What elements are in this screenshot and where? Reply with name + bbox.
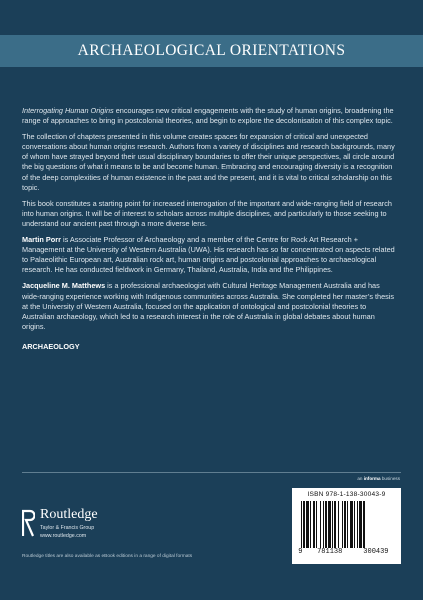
barcode-digits-right: 300439 [363,548,389,556]
informa-brand: informa [363,476,381,481]
isbn-label: ISBN 978-1-138-30043-9 [307,491,386,498]
barcode-stripe [357,501,358,553]
paragraph-audience: This book constitutes a starting point for increased interrogation of the important and wide-ranging field of research into human origins. It will be of interest to scholars across multiple disciplines, and particularly to those seeking to understand our ancient past through a more diverse lens. [22,198,392,228]
barcode-stripe [320,501,321,553]
author-name-porr: Martin Porr [22,235,61,245]
barcode-stripe [354,501,355,553]
barcode-stripe [350,501,353,553]
barcode-bars [301,501,393,553]
barcode-stripe [325,501,327,553]
informa-business-tag [357,476,400,481]
author-bio-porr-text: is Associate Professor of Archaeology and a member of the Centre for Rock Art Research + Management at the University of Western Australia (UWA). His research has so far concentrated on aspects related to Palaeolithic European art, Australian rock art, human origins and postcolonial approaches to archaeological research. He has conducted fieldwork in Germany, Thailand, Australia, India and the Philippines. [22,235,395,275]
paragraph-intro-text: encourages new critical engagements with the study of human origins, broadening the range of approaches to bring in postcolonial theories, and begin to explore the decolonisation of this complex topic. [22,106,394,126]
author-bio-porr [22,235,399,275]
barcode-stripe [328,501,331,553]
author-name-matthews: Jacqueline M. Matthews [22,281,106,291]
barcode-stripe [332,501,333,553]
barcode-stripe [334,501,336,553]
barcode-stripe [313,501,315,553]
paragraph-collection: The collection of chapters presented in this volume creates spaces for expansion of critical and unexpected conversations about human origins research. Authors from a variety of disciplines and research backgrounds, many of whom have strayed beyond their usual disciplinary boundaries to offer their unique perspectives, all circle around the big questions of what it means to be and become human. Embracing and encouraging diversity is a recognition of the deep complexities of human existence in the past and the present, and it is vital to critical scholarship on this topic. [22,132,395,192]
series-title: ARCHAEOLOGICAL ORIENTATIONS [77,42,346,59]
ebook-note: Routledge titles are also available as eBook editions in a range of digital formats [22,554,193,559]
author-bio-matthews [22,281,399,331]
publisher-group: Taylor & Francis Group [40,525,95,531]
author-bio-matthews-text: is a professional archaeologist with Cultural Heritage Management Australia and has wide-ranging experience working with Indigenous communities across Australia. She completed her master’s thesis at the University of Western Australia, focused on the application of ontological and postcolonial theories to Australian archaeology, which led to a research interest in the role of Australia in global debates about human origins. [22,281,395,331]
barcode-stripe [338,501,339,553]
publisher-logo [22,506,132,546]
subject-category: ARCHAEOLOGY [22,341,80,351]
series-banner [0,35,423,67]
barcode-stripe [316,501,317,553]
informa-prefix: an [357,476,364,481]
publisher-url: www.routledge.com [40,533,87,539]
divider-line [22,472,401,473]
barcode-digit-lead: 9 [298,548,303,556]
barcode-stripe [344,501,346,553]
barcode-stripe [306,501,309,553]
barcode-stripe [342,501,343,553]
barcode-stripe [359,501,362,553]
barcode-stripe [363,501,365,553]
blurb-text [22,106,399,352]
barcode-digits [294,548,399,556]
barcode-stripe [323,501,324,553]
barcode-stripe [301,501,302,553]
barcode-stripe [347,501,348,553]
barcode-digits-left: 781138 [317,548,343,556]
barcode-stripe [310,501,311,553]
book-title: Interrogating Human Origins [22,106,114,115]
barcode-stripe [303,501,305,553]
isbn-barcode [292,488,401,564]
publisher-name: Routledge [40,507,98,522]
paragraph-intro [22,106,399,126]
informa-suffix: business [380,476,400,481]
routledge-mark-icon [22,509,35,537]
